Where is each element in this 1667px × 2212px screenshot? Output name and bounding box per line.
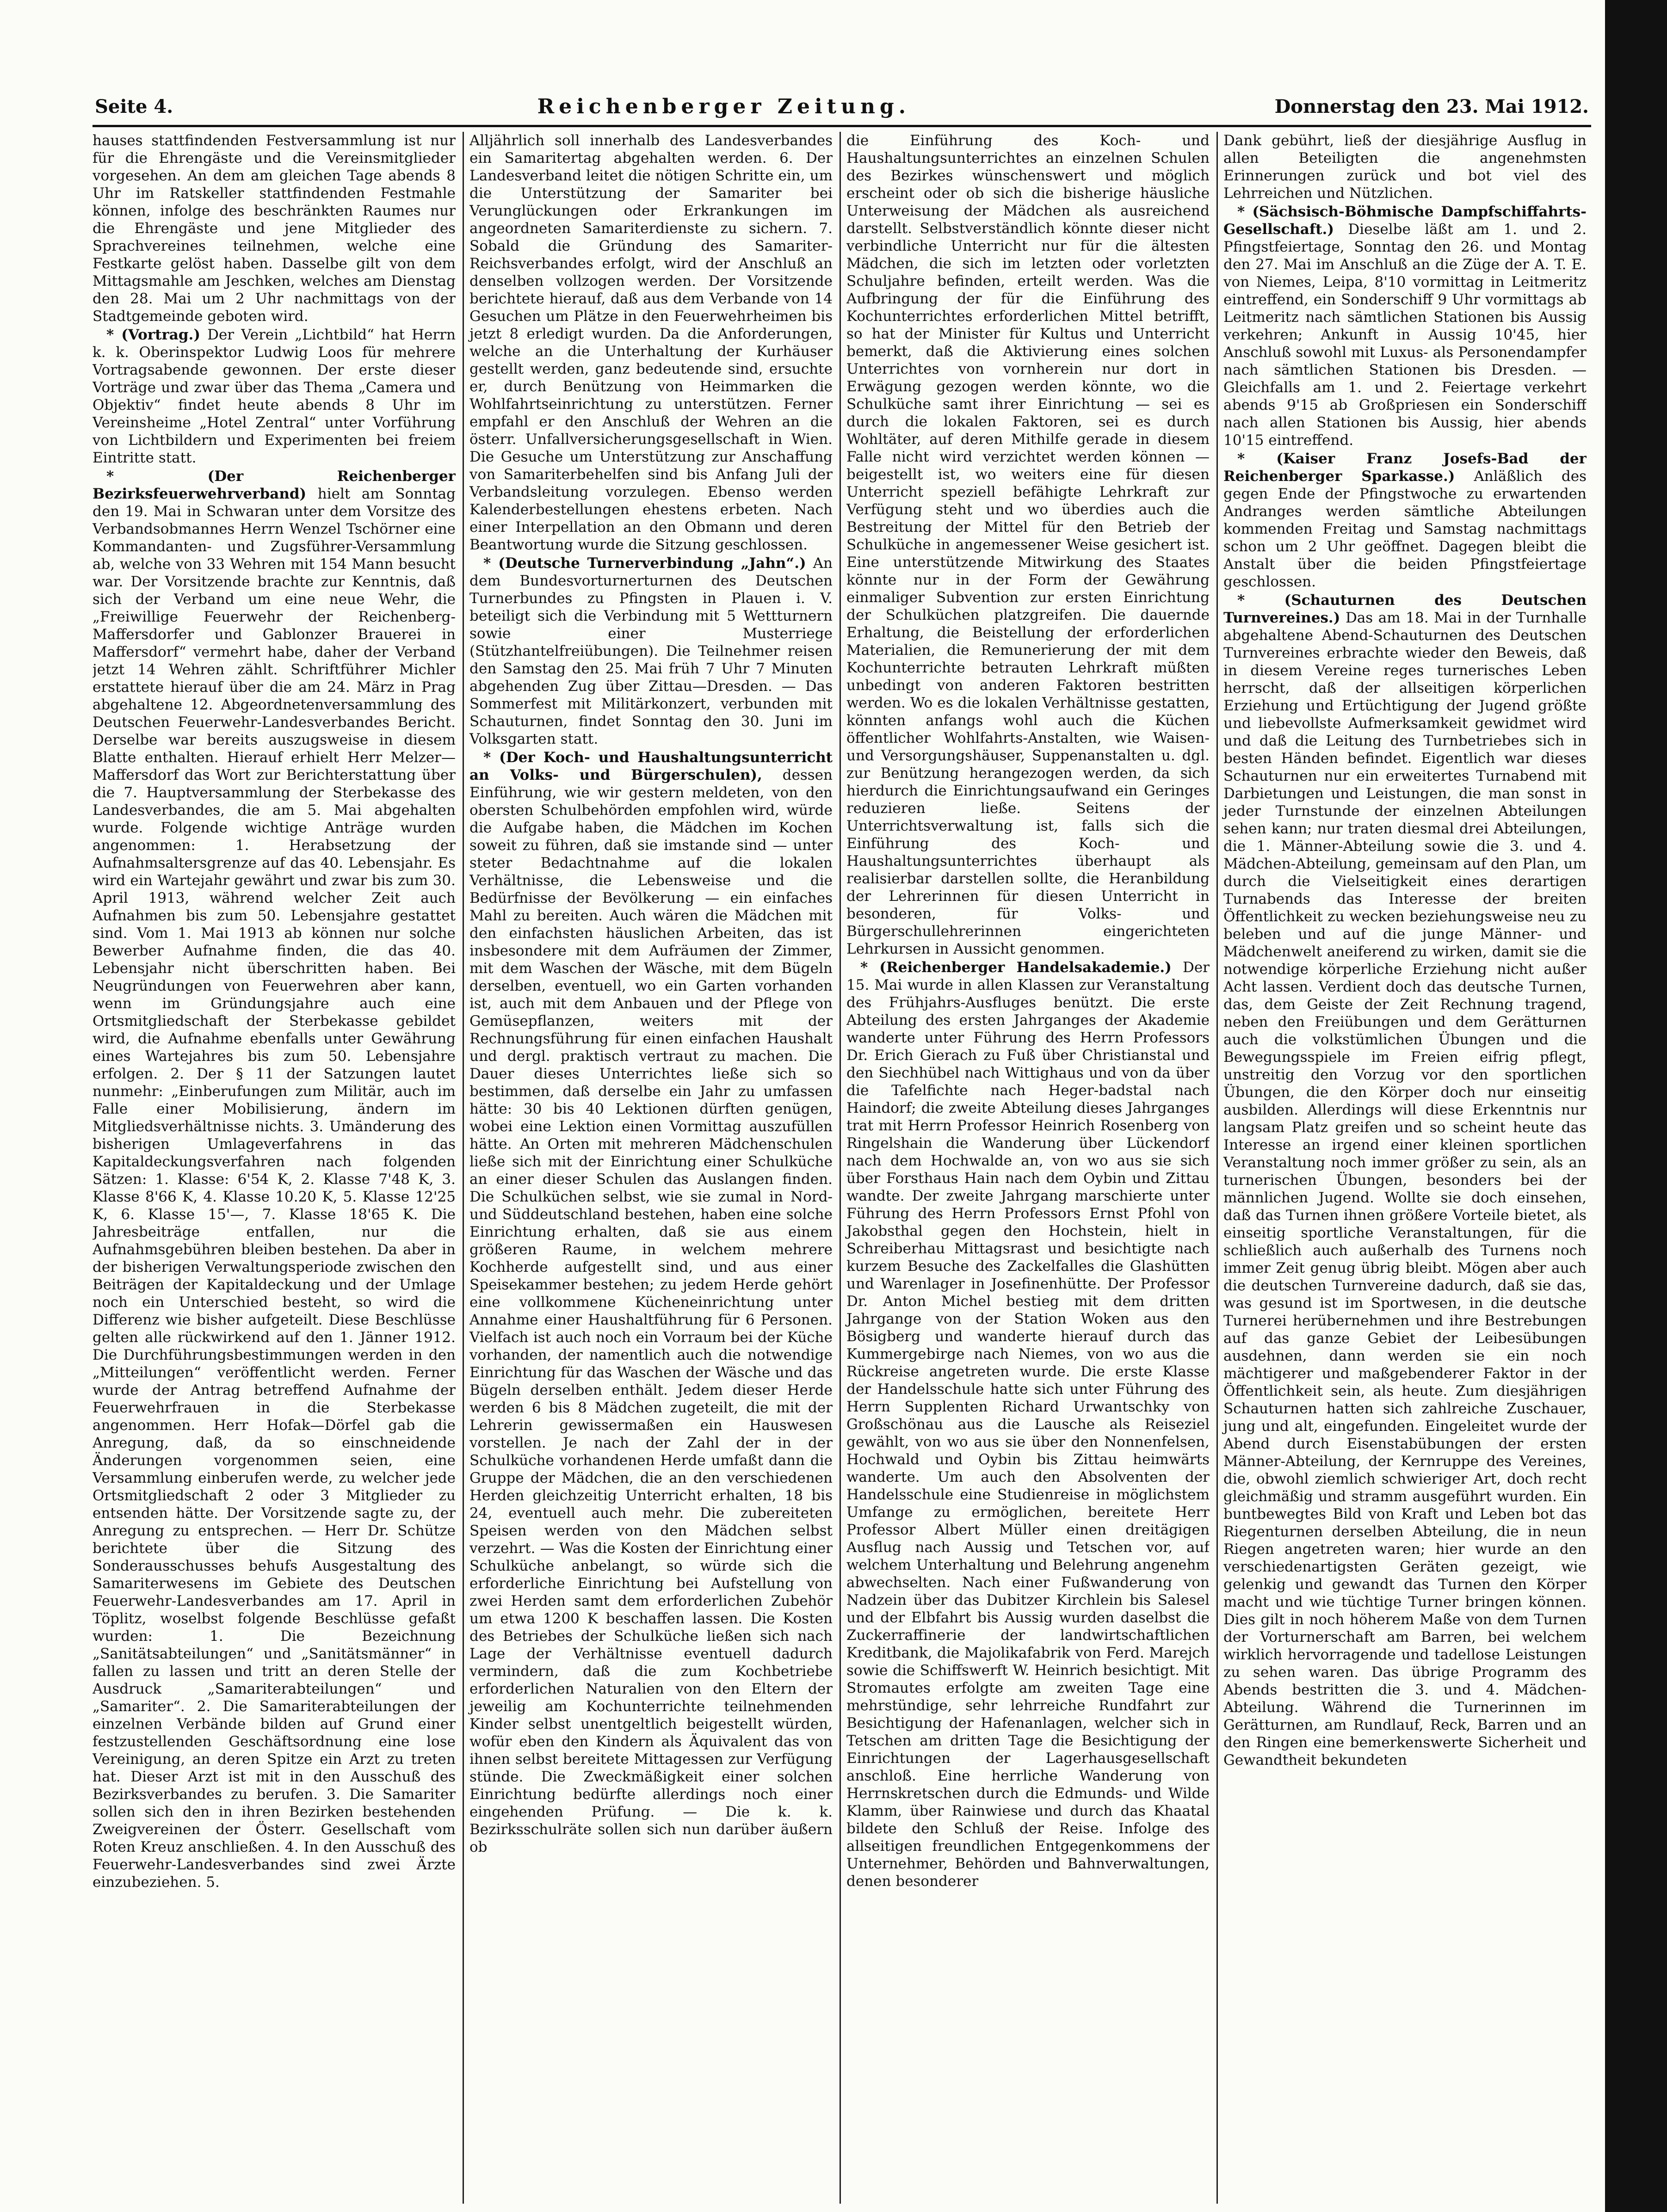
page-header [95,88,1589,125]
column-2 [463,132,833,2204]
article-body: Dieselbe läßt am 1. und 2. Pfingstfeiertage, Sonntag den 26. und Montag den 27. Mai im Anschluß an die Züge der A. T. E. von Niemes, Leipa, 8'10 vormittag in Leitmeritz eintreffend, ein Sonderschiff 9 Uhr vormittags ab Leitmeritz nach sämtlichen Stationen bis Aussig verkehren; Ankunft in Aussig 10'45, hier Anschluß sowohl mit Luxus- als Personendampfer nach sämtlichen Stationen bis Dresden. — Gleichfalls am 1. und 2. Feiertage verkehrt abends 9'15 ab Großpriesen ein Sonderschiff nach allen Stationen bis Aussig, hier abends 10'15 eintreffend. [1223,221,1587,449]
article [1223,450,1587,591]
article-head: * (Deutsche Turnerverbindung „Jahn“.) [483,555,806,572]
article-body: hielt am Sonntag den 19. Mai in Schwaran unter dem Vorsitze des Verbandsobmannes Herrn Wenzel Tschörner eine Kommandanten- und Zugsführer-Versammlung ab, welche von 33 Wehren mit 154 Mann besucht war. Der Vorsitzende brachte zur Kenntnis, daß sich der Verband um eine neue Wehr, die „Freiwillige Feuerwehr der Reichenberg-Maffersdorfer und Gablonzer Brauerei in Maffersdorf“ vermehrt habe, daher der Verband jetzt 14 Wehren zählt. Schriftführer Michler erstattete hierauf über die am 24. März in Prag abgehaltene 12. Abgeordnetenversammlung des Deutschen Feuerwehr-Landesverbandes Bericht. Derselbe war bereits auszugsweise in diesem Blatte enthalten. Hierauf erhielt Herr Melzer—Maffersdorf das Wort zur Berichterstattung über die 7. Hauptversammlung der Sterbekasse des Landesverbandes, die am 5. Mai abgehalten wurde. Folgende wichtige Anträge wurden angenommen: 1. Herabsetzung der Aufnahmsaltersgrenze auf das 40. Lebensjahr. Es wird ein Wartejahr gewährt und zwar bis zum 30. April 1913, während welcher Zeit auch Aufnahmen bis zum 50. Lebensjahre gestattet sind. Vom 1. Mai 1913 ab können nur solche Bewerber Aufnahme finden, die das 40. Lebensjahr nicht überschritten haben. Bei Neugründungen von Feuerwehren aber kann, wenn im Gründungsjahre auch eine Ortsmitgliedschaft der Sterbekasse gebildet wird, die Aufnahme ebenfalls unter Gewährung eines Wartejahres bis zum 50. Lebensjahre erfolgen. 2. Der § 11 der Satzungen lautet nunmehr: „Einberufungen zum Militär, auch im Falle einer Mobilisierung, ändern im Mitgliedsverhältnisse nichts. 3. Umänderung des bisherigen Umlageverfahrens in das Kapitaldeckungsverfahren nach folgenden Sätzen: 1. Klasse: 6'54 K, 2. Klasse 7'48 K, 3. Klasse 8'66 K, 4. Klasse 10.20 K, 5. Klasse 12'25 K, 6. Klasse 15'—, 7. Klasse 18'65 K. Die Jahresbeiträge entfallen, nur die Aufnahmsgebühren bleiben bestehen. Da aber in der bisherigen Verwaltungsperiode zwischen den Beiträgen der Kapitaldeckung und der Umlage noch ein Unterschied besteht, so wird die Differenz wie bisher aufgeteilt. Diese Beschlüsse gelten alle rückwirkend auf den 1. Jänner 1912. Die Durchführungsbestimmungen werden in den „Mitteilungen“ veröffentlicht werden. Ferner wurde der Antrag betreffend Aufnahme der Feuerwehrfrauen in die Sterbekasse angenommen. Herr Hofak—Dörfel gab die Anregung, daß, da so einschneidende Änderungen vorgenommen seien, eine Versammlung einberufen werde, zu welcher jede Ortsmitgliedschaft 2 oder 3 Mitglieder zu entsenden hätte. Der Vorsitzende sagte zu, der Anregung zu entsprechen. — Herr Dr. Schütze berichtete über die Sitzung des Sonderausschusses behufs Ausgestaltung des Samariterwesens im Gebiete des Deutschen Feuerwehr-Landesverbandes am 17. April in Töplitz, woselbst folgende Beschlüsse gefaßt wurden: 1. Die Bezeichnung „Sanitätsabteilungen“ und „Sanitätsmänner“ in fallen zu lassen und tritt an deren Stelle der Ausdruck „Samariterabteilungen“ und „Samariter“. 2. Die Samariterabteilungen der einzelnen Verbände bilden auf Grund einer festzustellenden Geschäftsordnung eine lose Vereinigung, an deren Spitze ein Arzt zu treten hat. Dieser Arzt ist mit in den Ausschuß des Bezirksverbandes zu berufen. 3. Die Samariter sollen sich den in ihren Bezirken bestehenden Zweigvereinen der Österr. Gesellschaft vom Roten Kreuz anschließen. 4. In den Ausschuß des Feuerwehr-Landesverbandes sind zwei Ärzte einzubeziehen. 5. [93,486,456,1891]
article-body: Anläßlich des gegen Ende der Pfingstwoche zu erwartenden Andranges werden sämtliche Abteilungen kommenden Freitag und Samstag nachmittags schon um 2 Uhr geöffnet. Dagegen bleibt die Anstalt über die beiden Pfingstfeiertage geschlossen. [1223,468,1587,590]
scan-edge [1605,0,1667,2212]
article-body: hauses stattfindenden Festversammlung ist nur für die Ehrengäste und die Vereinsmitglieder vorgesehen. An dem am gleichen Tage abends 8 Uhr im Ratskeller stattfindenden Festmahle können, infolge des beschränkten Raumes nur die Ehrengäste und jene Mitglieder des Sprachvereines teilnehmen, welche eine Festkarte gelöst haben. Dasselbe gilt von dem Mittagsmahle am Jeschken, welches am Dienstag den 28. Mai um 2 Uhr nachmittags von der Stadtgemeinde geboten wird. [93,132,456,325]
article-body: Der Verein „Lichtbild“ hat Herrn k. k. Oberinspektor Ludwig Loos für mehrere Vortragsabende gewonnen. Der erste dieser Vorträge und zwar über das Thema „Camera und Objektiv“ findet heute abends 8 Uhr im Vereinsheime „Hotel Zentral“ unter Vorführung von Lichtbildern und Experimenten bei freiem Eintritte statt. [93,327,456,466]
article-head: * (Der Koch- und Haushaltungsunterricht an Volks- und Bürgerschulen), [469,749,833,783]
column-3 [840,132,1210,2204]
article [1223,592,1587,1769]
issue-date: Donnerstag den 23. Mai 1912. [1274,95,1589,117]
article [1223,132,1587,202]
page-number: Seite 4. [95,95,173,117]
article-body: die Einführung des Koch- und Haushaltungsunterrichtes an einzelnen Schulen des Bezirkes wünschenswert und möglich erscheint oder ob sich die bisherige häusliche Unterweisung der Mädchen als ausreichend darstellt. Selbstverständlich könnte dieser nicht verbindliche Unterricht nur für die ältesten Mädchen, die sich im letzten oder vorletzten Schuljahre befinden, erteilt werden. Was die Aufbringung der für die Einführung des Kochunterrichtes erforderlichen Mittel betrifft, so hat der Minister für Kultus und Unterricht bemerkt, daß die Aktivierung eines solchen Unterrichtes von vornherein nur dort in Erwägung gezogen werden könnte, wo die Schulküche samt ihrer Einrichtung — sei es durch die lokalen Faktoren, sei es durch Wohltäter, auf deren Mithilfe gerade in diesem Falle nicht wird verzichtet werden können — beigestellt ist, wo weiters eine für diesen Unterricht speziell befähigte Lehrkraft zur Verfügung steht und wo überdies auch die Bestreitung der Mittel für den Betrieb der Schulküche in angemessener Weise gesichert ist. Eine unterstützende Mitwirkung des Staates könnte nur in der Form der Gewährung einmaliger Subvention zur ersten Einrichtung der Schulküchen platzgreifen. Die dauernde Erhaltung, die Beistellung der erforderlichen Materialien, die Remunerierung der mit dem Kochunterrichte betrauten Lehrkraft müßten unbedingt von anderen Faktoren bestritten werden. Wo es die lokalen Verhältnisse gestatten, könnten anfangs wohl auch die Küchen öffentlicher Wohlfahrts-Anstalten, wie Waisen- und Versorgungshäuser, Suppenanstalten u. dgl. zur Benützung herangezogen werden, da sich hierdurch die Einrichtungsaufwand ein Geringes reduzieren ließe. Seitens der Unterrichtsverwaltung ist, falls sich die Einführung des Koch- und Haushaltungsunterrichtes überhaupt als realisierbar darstellen sollte, die Heranbildung der Lehrerinnen für diesen Unterricht in besonderen, für Volks- und Bürgerschullehrerinnen eingerichteten Lehrkursen in Aussicht genommen. [846,132,1210,957]
article-body: Alljährlich soll innerhalb des Landesverbandes ein Samaritertag abgehalten werden. 6. Der Landesverband leitet die nötigen Schritte ein, um die Unterstützung der Samariter bei Verunglückungen oder Erkrankungen im angeordneten Samariterdienste zu sichern. 7. Sobald die Gründung des Samariter-Reichsverbandes erfolgt, wird der Anschluß an denselben vollzogen werden. Der Vorsitzende berichtete hierauf, daß aus dem Verbande von 14 Gesuchen um Plätze in den Feuerwehrheimen bis jetzt 8 erledigt wurden. Da die Anforderungen, welche an die Unterhaltung der Kurhäuser gestellt werden, ganz bedeutende sind, ersuchte er, durch Benützung von Heimmarken die Wohlfahrtseinrichtung zu unterstützen. Ferner empfahl er den Anschluß der Wehren an die österr. Unfallversicherungsgesellschaft in Wien. Die Gesuche um Unterstützung zur Anschaffung von Samariterbehelfen sind bis Anfang Juli der Verbandsleitung vorzulegen. Ebenso werden Kalenderbestellungen ehestens erbeten. Nach einer Interpellation an den Obmann und deren Beantwortung wurde die Sitzung geschlossen. [469,132,833,553]
article [846,132,1210,958]
article [93,468,456,1891]
article-head: * (Reichenberger Handelsakademie.) [860,959,1172,976]
article-body: Dank gebührt, ließ der diesjährige Ausflug in allen Beteiligten die angenehmsten Erinnerungen zurück und bot viel des Lehrreichen und Nützlichen. [1223,132,1587,202]
text-columns [93,132,1591,2204]
header-rule [93,125,1591,127]
article-head: * (Sächsisch-Böhmische Dampfschiffahrts-Gesellschaft.) [1223,203,1587,238]
column-4 [1216,132,1587,2204]
article-head: * (Kaiser Franz Josefs-Bad der Reichenberger Sparkasse.) [1223,450,1587,485]
article [93,326,456,467]
masthead: Reichenberger Zeitung. [537,94,911,118]
article-body: Das am 18. Mai in der Turnhalle abgehaltene Abend-Schauturnen des Deutschen Turnvereines erbrachte wieder den Beweis, daß in diesem Vereine reges turnerisches Leben herrscht, daß der allseitigen körperlichen Erziehung und Ertüchtigung der Jugend größte und liebevollste Aufmerksamkeit gewidmet wird und daß die Leitung des Turnbetriebes sich in besten Händen befindet. Eigentlich war dieses Schauturnen nur ein erweitertes Turnabend mit Darbietungen und Leistungen, die man sonst in jeder Turnstunde der einzelnen Abteilungen sehen kann; nur traten diesmal drei Abteilungen, die 1. Männer-Abteilung sowie die 3. und 4. Mädchen-Abteilung, gemeinsam auf den Plan, um durch die Vielseitigkeit eines derartigen Turnabends das Interesse der breiten Öffentlichkeit zu wecken beziehungsweise neu zu beleben und auf die junge Männer- und Mädchenwelt aneiferend zu wirken, damit sie die notwendige körperliche Erziehung nicht außer Acht lassen. Verdient doch das deutsche Turnen, das, dem Geiste der Zeit Rechnung tragend, neben den Freiübungen und dem Gerätturnen auch die volkstümlichen Übungen und die Bewegungsspiele im Freien eifrig pflegt, unstreitig den Vorzug vor den sportlichen Übungen, die den Körper doch nur einseitig ausbilden. Allerdings will diese Erkenntnis nur langsam Platz greifen und so scheint heute das Interesse an irgend einer kleinen sportlichen Veranstaltung noch immer größer zu sein, als an turnerischen Übungen, besonders bei der männlichen Jugend. Wollte sie doch einsehen, daß das Turnen ihnen größere Vorteile bietet, als einseitig sportliche Veranstaltungen, für die schließlich auch außerhalb des Turnens noch immer Zeit genug übrig bleibt. Mögen aber auch die deutschen Turnvereine dadurch, daß sie das, was gesund ist im Sportwesen, in die deutsche Turnerei herübernehmen und ihre Bestrebungen auf das ganze Gebiet der Leibesübungen ausdehnen, dann werden sie ein noch mächtigerer und maßgebenderer Faktor in der Öffentlichkeit sein, als heute. Zum diesjährigen Schauturnen hatten sich zahlreiche Zuschauer, jung und alt, eingefunden. Eingeleitet wurde der Abend durch Eisenstabübungen der ersten Männer-Abteilung, der Kernruppe des Vereines, die, obwohl ziemlich schwieriger Art, doch recht gleichmäßig und stramm ausgeführt wurden. Ein buntbewegtes Bild von Kraft und Leben bot das Riegenturnen derselben Abteilung, die in neun Riegen angetreten waren; hier wurde an den verschiedenartigsten Geräten gezeigt, wie gelenkig und gewandt das Turnen den Körper macht und wie tüchtige Turner bringen können. Dies gilt in noch höherem Maße von dem Turnen der Vorturnerschaft am Barren, bei welchem wirklich hervorragende und tadellose Leistungen zu sehen waren. Das übrige Programm des Abends bestritten die 3. und 4. Mädchen-Abteilung. Während die Turnerinnen im Gerätturnen, am Rundlauf, Reck, Barren und an den Ringen eine bemerkenswerte Sicherheit und Gewandtheit bekundeten [1223,610,1587,1768]
article [469,555,833,748]
article [469,749,833,1856]
column-1 [93,132,456,2204]
article-head: * (Der Reichenberger Bezirksfeuerwehrverband) [93,468,456,502]
article [469,132,833,554]
article-body: dessen Einführung, wie wir gestern meldeten, von den obersten Schulbehörden empfohlen wird, würde die Aufgabe haben, die Mädchen im Kochen soweit zu führen, daß sie imstande sind — unter steter Bedachtnahme auf die lokalen Verhältnisse, die Lebensweise und die Bedürfnisse der Bevölkerung — ein einfaches Mahl zu bereiten. Auch wären die Mädchen mit den einfachsten häuslichen Arbeiten, das ist insbesondere mit dem Aufräumen der Zimmer, mit dem Waschen der Wäsche, mit dem Bügeln derselben, eventuell, wo ein Garten vorhanden ist, auch mit dem Anbauen und der Pflege von Gemüsepflanzen, weiters mit der Rechnungsführung für einen einfachen Haushalt und dergl. praktisch vertraut zu machen. Die Dauer dieses Unterrichtes ließe sich so bestimmen, daß derselbe ein Jahr zu umfassen hätte: 30 bis 40 Lektionen dürften genügen, wobei eine Lektion einen Vormittag auszufüllen hätte. An Orten mit mehreren Mädchenschulen ließe sich mit der Einrichtung einer Schulküche an einer dieser Schulen das Auslangen finden. Die Schulküchen selbst, wie sie zumal in Nord- und Süddeutschland bestehen, haben eine solche Einrichtung erhalten, daß sie aus einem größeren Raume, in welchem mehrere Kochherde aufgestellt sind, und aus einer Speisekammer bestehen; zu jedem Herde gehört eine vollkommene Kücheneinrichtung unter Annahme einer Haushaltführung für 6 Personen. Vielfach ist auch noch ein Vorraum bei der Küche vorhanden, der namentlich auch die notwendige Einrichtung für das Waschen der Wäsche und das Bügeln derselben enthält. Jedem dieser Herde werden 6 bis 8 Mädchen zugeteilt, die mit der Lehrerin gewissermaßen ein Hauswesen vorstellen. Je nach der Zahl der in der Schulküche vorhandenen Herde umfaßt dann die Gruppe der Mädchen, die an den verschiedenen Herden gleichzeitig Unterricht erhalten, 18 bis 24, eventuell auch mehr. Die zubereiteten Speisen werden von den Mädchen selbst verzehrt. — Was die Kosten der Einrichtung einer Schulküche anbelangt, so würde sich die erforderliche Einrichtung bei Aufstellung von zwei Herden samt dem erforderlichen Zubehör um etwa 1200 K beschaffen lassen. Die Kosten des Betriebes der Schulküche ließen sich nach Lage der Verhältnisse eventuell dadurch vermindern, daß die zum Kochbetriebe erforderlichen Naturalien von den Eltern der jeweilig am Kochunterrichte teilnehmenden Kinder selbst unentgeltlich beigestellt würden, wofür eben den Kindern als Äquivalent das von ihnen selbst bereitete Mittagessen zur Verfügung stünde. Die Zweckmäßigkeit einer solchen Einrichtung bedürfte allerdings noch einer eingehenden Prüfung. — Die k. k. Bezirksschulräte sollen sich nun darüber äußern ob [469,767,833,1855]
article-body: An dem Bundesvorturnerturnen des Deutschen Turnerbundes zu Pfingsten in Plauen i. V. beteiligt sich die Verbindung mit 5 Wettturnern sowie einer Musterriege (Stützhantelfreiübungen). Die Teilnehmer reisen den Samstag den 25. Mai früh 7 Uhr 7 Minuten abgehenden Zug über Zittau—Dresden. — Das Sommerfest mit Militärkonzert, verbunden mit Schauturnen, findet Sonntag den 30. Juni im Volksgarten statt. [469,555,833,747]
article-body: Der 15. Mai wurde in allen Klassen zur Veranstaltung des Frühjahrs-Ausfluges benützt. Die erste Abteilung des ersten Jahrganges der Akademie wanderte unter Führung des Herrn Professors Dr. Erich Gierach zu Fuß über Christianstal und den Siechhübel nach Wittighaus und von da über die Tafelfichte nach Heger-badstal nach Haindorf; die zweite Abteilung dieses Jahrganges trat mit Herrn Professor Heinrich Rosenberg von Ringelshain die Wanderung über Lückendorf nach dem Hochwalde an, von wo aus sie sich über Forsthaus Hain nach dem Oybin und Zittau wandte. Der zweite Jahrgang marschierte unter Führung des Herrn Professors Ernst Pfohl von Jakobsthal gegen den Hochstein, hielt in Schreiberhau Mittagsrast und besichtigte nach kurzem Besuche des Zackelfalles die Glashütten und Warenlager in Josefinenhütte. Der Professor Dr. Anton Michel bestieg mit dem dritten Jahrgange von der Station Woken aus den Bösigberg und wanderte hierauf durch das Kummergebirge nach Niemes, von wo aus die Rückreise angetreten wurde. Die erste Klasse der Handelsschule hatte sich unter Führung des Herrn Supplenten Richard Urwantschky von Großschönau aus die Lausche als Reiseziel gewählt, von wo aus sie über den Nonnenfelsen, Hochwald und Oybin bis Zittau heimwärts wanderte. Um auch den Absolventen der Handelsschule eine Studienreise in möglichstem Umfange zu ermöglichen, bereitete Herr Professor Albert Müller einen dreitägigen Ausflug nach Aussig und Tetschen vor, auf welchem Unterhaltung und Belehrung angenehm abwechselten. Nach einer Fußwanderung von Nadzein über das Dubitzer Kirchlein bis Salesel und der Elbfahrt bis Aussig wurden daselbst die Zuckerraffinerie der landwirtschaftlichen Kreditbank, die Majolikafabrik von Ferd. Marejch sowie die Schiffswerft W. Heinrich besichtigt. Mit Stromautes erfolgte am zweiten Tage eine mehrstündige, sehr lehrreiche Rundfahrt zur Besichtigung der Hafenanlagen, welcher sich in Tetschen am dritten Tage die Besichtigung der Einrichtungen der Lagerhausgesellschaft anschloß. Eine herrliche Wanderung von Herrnskretschen durch die Edmunds- und Wilde Klamm, über Rainwiese und durch das Khaatal bildete den Schluß der Reise. Infolge des allseitigen freundlichen Entgegenkommens der Unternehmer, Behörden und Bahnverwaltungen, denen besonderer [846,959,1210,1890]
article [846,959,1210,1890]
article-head: * (Vortrag.) [106,327,200,343]
article [1223,203,1587,449]
article [93,132,456,325]
article-head: * (Schauturnen des Deutschen Turnvereines.) [1223,592,1587,626]
